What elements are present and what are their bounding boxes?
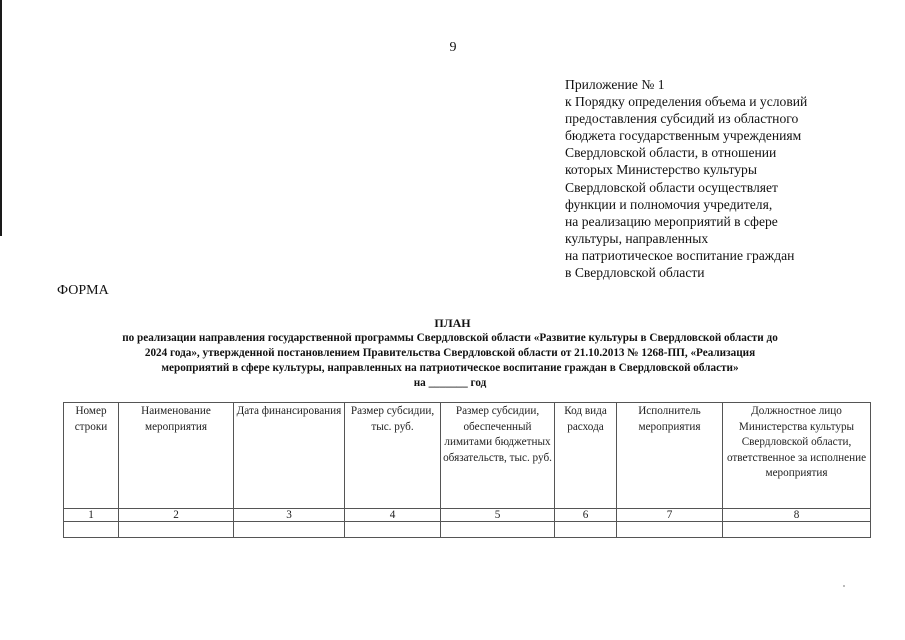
column-number: 7 xyxy=(617,509,723,522)
appendix-line: функции и полномочия учредителя, xyxy=(565,196,773,212)
appendix-line: Свердловской области осуществляет xyxy=(565,179,778,195)
appendix-block xyxy=(565,76,885,281)
table-header-row xyxy=(64,403,871,509)
plan-subtitle xyxy=(40,331,860,391)
appendix-line: на патриотическое воспитание граждан xyxy=(565,247,795,263)
empty-cell xyxy=(119,522,234,538)
appendix-line: Приложение № 1 xyxy=(565,77,665,92)
appendix-line: к Порядку определения объема и условий xyxy=(565,94,808,110)
empty-cell xyxy=(617,522,723,538)
plan-form-table xyxy=(63,402,871,538)
scan-speck xyxy=(843,585,845,587)
header-executor: Исполнитель мероприятия xyxy=(617,403,723,509)
column-number: 2 xyxy=(119,509,234,522)
empty-cell xyxy=(723,522,871,538)
header-responsible-official: Должностное лицо Министерства культуры Свердловской области, ответственное за исполнение мероприятия xyxy=(723,403,871,509)
header-subsidy-limits: Размер субсидии, обеспеченный лимитами бюджетных обязательств, тыс. руб. xyxy=(441,403,555,509)
column-number: 6 xyxy=(555,509,617,522)
header-event-name: Наименование мероприятия xyxy=(119,403,234,509)
column-number: 3 xyxy=(234,509,345,522)
form-label: ФОРМА xyxy=(57,283,109,298)
appendix-line: которых Министерство культуры xyxy=(565,162,757,178)
empty-cell xyxy=(555,522,617,538)
header-expense-code: Код вида расхода xyxy=(555,403,617,509)
column-number: 1 xyxy=(64,509,119,522)
column-number: 5 xyxy=(441,509,555,522)
plan-year-line: на _______ год xyxy=(413,377,487,389)
empty-cell xyxy=(64,522,119,538)
appendix-line: бюджета государственным учреждениям xyxy=(565,128,802,144)
appendix-line: на реализацию мероприятий в сфере xyxy=(565,213,778,229)
table-row xyxy=(64,522,871,538)
column-number: 4 xyxy=(345,509,441,522)
header-row-number: Номер строки xyxy=(64,403,119,509)
column-number-row xyxy=(64,509,871,522)
plan-title: ПЛАН xyxy=(434,316,471,330)
empty-cell xyxy=(234,522,345,538)
empty-cell xyxy=(441,522,555,538)
appendix-line: в Свердловской области xyxy=(565,265,705,281)
empty-cell xyxy=(345,522,441,538)
header-subsidy-amount: Размер субсидии, тыс. руб. xyxy=(345,403,441,509)
plan-subtitle-line: мероприятий в сфере культуры, направленных на патриотическое воспитание граждан в Свердловской области» xyxy=(161,362,739,374)
page-number: 9 xyxy=(449,40,457,55)
appendix-line: Свердловской области, в отношении xyxy=(565,145,777,161)
column-number: 8 xyxy=(723,509,871,522)
plan-subtitle-line: 2024 года», утвержденной постановлением Правительства Свердловской области от 21.10.2013 № 1268-ПП, «Реализация xyxy=(144,347,756,359)
header-financing-date: Дата финансирования xyxy=(234,403,345,509)
appendix-line: предоставления субсидий из областного xyxy=(565,111,799,127)
plan-subtitle-line: по реализации направления государственной программы Свердловской области «Развитие культуры в Свердловской области до xyxy=(122,332,778,344)
appendix-line: культуры, направленных xyxy=(565,230,709,246)
left-margin-rule xyxy=(0,0,2,236)
